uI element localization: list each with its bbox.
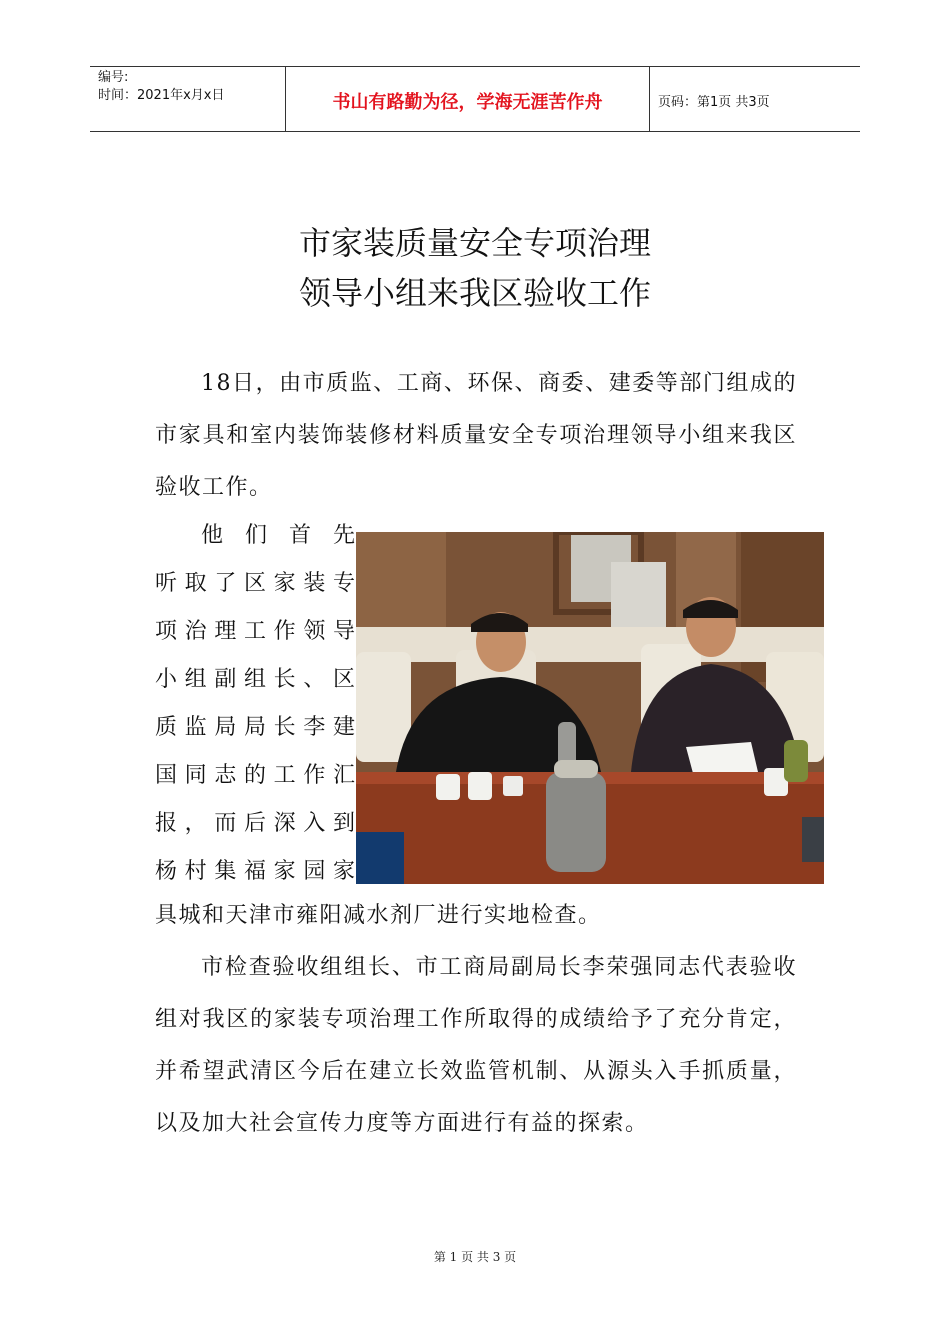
header-table — [90, 66, 860, 132]
meeting-photo — [356, 532, 824, 884]
p2-line: 国同志的工作汇 — [155, 763, 355, 788]
meeting-photo-illustration — [356, 532, 824, 884]
page-footer: 第 1 页 共 3 页 — [433, 1250, 517, 1264]
p2-line: 听取了区家装专 — [155, 571, 355, 596]
time-label: 时间：2021年x月x日 — [98, 88, 225, 103]
number-label: 编号: — [98, 70, 129, 85]
header-meta-cell — [90, 67, 286, 131]
document-title — [0, 218, 950, 318]
p2-line: 杨村集福家园家 — [155, 859, 355, 884]
title-line-2: 领导小组来我区验收工作 — [298, 274, 651, 312]
p2-line: 报，而后深入到 — [155, 811, 355, 836]
paragraph-3: 市检查验收组组长、市工商局副局长李荣强同志代表验收组对我区的家装专项治理工作所取得的成绩给予了充分肯定，并希望武清区今后在建立长效监管机制、从源头入手抓质量，以及加大社会宣传力度等方面进行有益的探索。 — [155, 955, 797, 1136]
header-page-code: 页码：第1页 共3页 — [658, 94, 770, 110]
p2-line: 项治理工作领导 — [155, 619, 355, 644]
p2-line: 小组副组长、区 — [155, 667, 355, 692]
title-line-1: 市家装质量安全专项治理 — [298, 224, 651, 262]
p2-line: 质监局局长李建 — [155, 715, 355, 740]
header-motto: 书山有路勤为径，学海无涯苦作舟 — [286, 67, 650, 131]
paragraph-1: 18日，由市质监、工商、环保、商委、建委等部门组成的市家具和室内装饰装修材料质量安全专项治理领导小组来我区验收工作。 — [155, 371, 797, 500]
paragraph-2-tail: 具城和天津市雍阳减水剂厂进行实地检查。 — [155, 903, 602, 928]
p2-line: 他们首先 — [201, 523, 355, 548]
paragraph-2-wrap — [155, 512, 355, 896]
